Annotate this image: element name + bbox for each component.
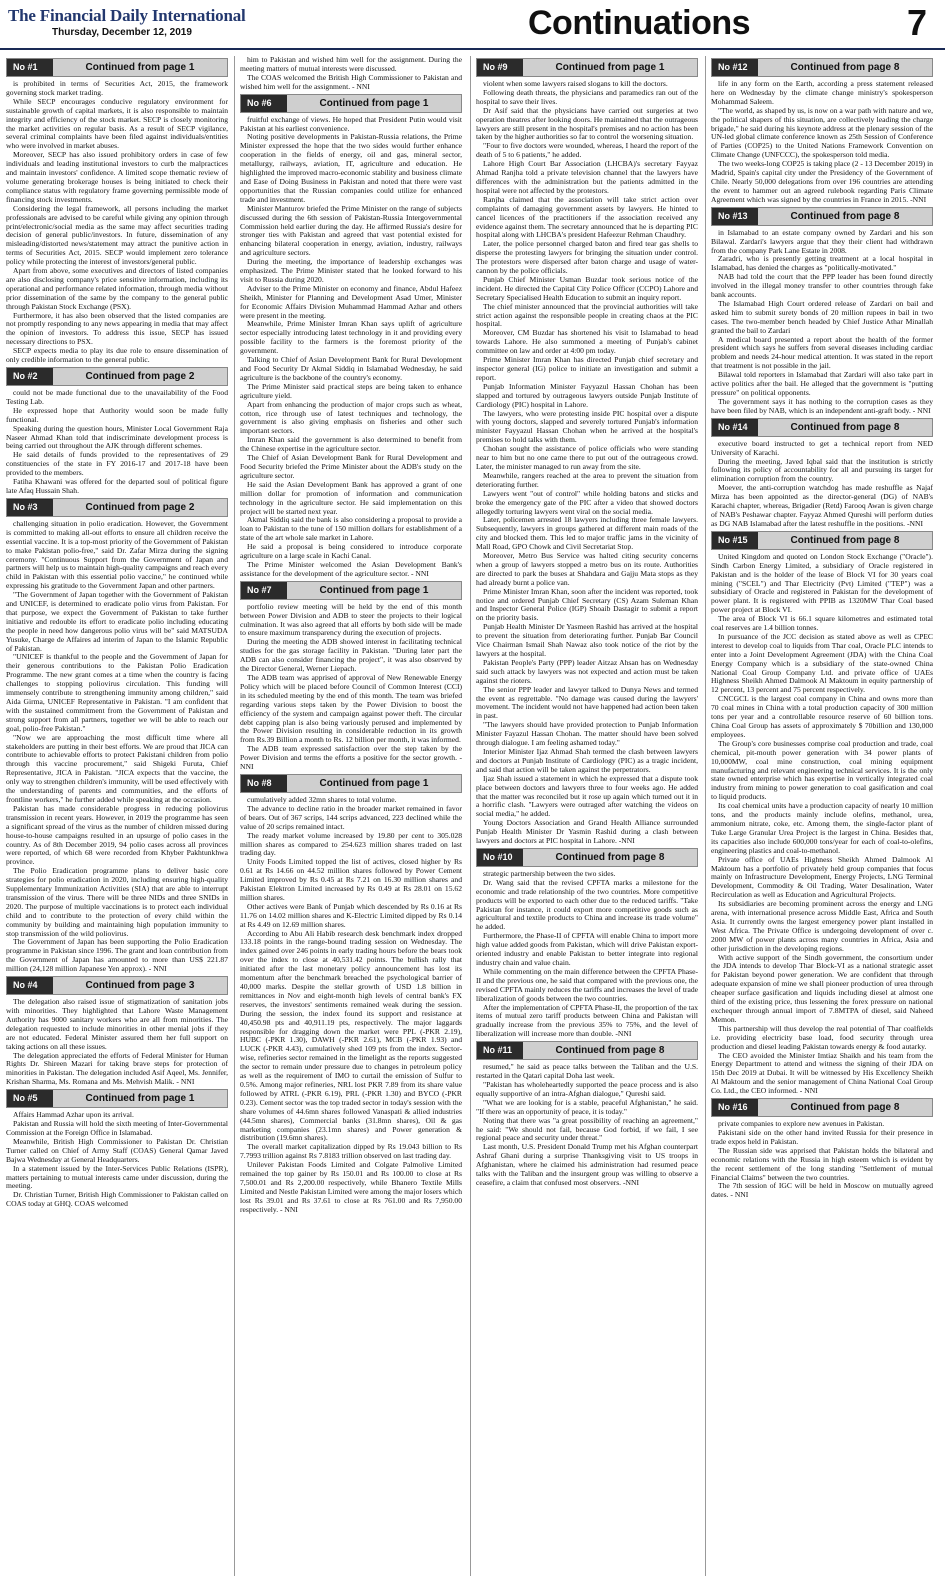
story-paragraph: Later, the police personnel charged baton and fired tear gas shells to disperse the protesting lawyers for bringing the situation under control. The protestors were dispersed after baton charge and usage of water-cannon by the police officials. [476,239,698,276]
column-3 [476,56,698,1578]
story-paragraph: strategic partnership between the two sides. [483,868,616,878]
masthead [0,0,945,50]
story-paragraph: could not be made functional due to the unavailability of the Food Testing Lab. [6,388,228,406]
story-paragraph: Affairs Hammad Azhar upon its arrival. [13,1110,134,1120]
page-number: 7 [906,2,927,43]
story-continuation-label: Continued from page 1 [319,97,429,109]
story-paragraph: Unilever Pakistan Foods Limited and Colgate Palmolive Limited remained the top gainer by Rs 150.01 and Rs 100.00 to close at Rs 7,500.01 and Rs 2,200.00 respectively, while Bhanero Textile Mills Limited and Nestle Pakistan Limited were among the major losers which lost Rs 39.01 and Rs 37.61 to close at Rs 761.00 and Rs 7,950.00 respectively. - NNI [240,1160,462,1214]
story-paragraph: is prohibited in terms of Securities Act, 2015, the framework governing stock market trading. [6,79,228,97]
story-paragraph: in Islamabad to an estate company owned by Zardari and his son Bilawal. Zardari's lawyers argue that they their client had withdrawn from the company Park Lane Estate in 2008. [711,227,933,255]
story-number-tag: No #5 [7,1090,53,1107]
story-paragraph: Pakistan and Russia will hold the sixth meeting of Inter-Governmental Commission at the Foreign Office in Islamabad. [6,1119,228,1137]
story-paragraph: The Government of Japan has been supporting the Polio Eradication programme in Pakistan since 1996. The grant and loan contribution from the Government of Japan has amounted to more than US$ 221.87 million (24,128 million Japanese Yen approx). - NNI [6,937,228,974]
story-paragraph: The area of Block VI is 66.1 square kilometres and estimated total coal reserves are 1.4 billion tonnes. [711,614,933,633]
story-paragraph: Minister Manturov briefed the Prime Minister on the range of subjects discussed during the 6th session of Pakistan-Russia Intergovernmental Commission held earlier during the day. He affirmed Russia's desire for stronger ties with Pakistan and agreed that vast potential existed for enhancing bilateral cooperation in energy, aviation, industry, railways and agriculture sectors. [240,203,462,258]
story [6,367,228,496]
column-rule [705,56,706,1576]
story-header [476,58,698,77]
story-paragraph: The Group's core businesses comprise coal production and trade, coal chemical, pit-mouth power generation with 34 power plants of 10,000MW, coal mine construction, coal mining equipment manufacturing and relevant engineering technical services. It is the only state owned enterprise which has expertise in vertically integrated coal industry from mining to power generation to coal gasification and coal to liquid products. [711,738,933,802]
story-paragraph: SECP expects media to play its due role to ensure dissemination of only credible information to the general public. [6,346,228,365]
story-paragraph: The CEO avoided the Minister Imtiaz Shaikh and his team from the Energy Department to attend and witness the signing of their JDA on 15th Dec 2019 at Dubai. It will be witnessed by His Excellency Sheikh Al Maktoum and the senior management of China National Coal Group Co. Ltd., the CEO informed. - NNI [711,1050,933,1096]
story-paragraph: violent when some lawyers raised slogans to kill the doctors. [483,79,668,88]
story-paragraph: portfolio review meeting will be held by the end of this month between Power Division and ADB to steer the projects to their logical culmination. It was also agreed that all efforts by both side will be made to ensure maximum transparency during the execution of projects. [240,601,462,638]
story-paragraph: Moreover, Metro Bus Service was halted citing security concerns when a group of lawyers stopped a metro bus on its route. Authorities are directed to park the buses at Shahdara and Gajju Mata stops as they had already burnt a police van. [476,551,698,587]
story-continuation-label: Continued from page 8 [555,851,665,863]
story-paragraph: He said a proposal is being considered to introduce corporate agriculture on a large scale in Kachi Canal. [240,542,462,561]
story-paragraph: Meanwhile, British High Commissioner to Pakistan Dr. Christian Turner called on Chief of Army Staff (COAS) General Qamar Javed Bajwa Wednesday at General Headquarters. [6,1136,228,1164]
story-paragraph: "The world, as shaped by us, is now on a war path with nature and we, the political shapers of this situation, are collectively leading the charge brigade," he said during his keynote address at the plenary session of the UN-led global climate conference known as 25th Session of Conference of Parties (COP25) to the United Nations Framework Convention on Climate Change (UNFCCC), the spokesperson told media. [711,105,933,160]
story-paragraph: During the meeting, the importance of leadership exchanges was emphasized. The Prime Minister stated that he looked forward to his visit to Russia during 2020. [240,257,462,284]
story-paragraph: The ready market volume increased by 19.80 per cent to 305.028 million shares as compared to 254.623 million shares traded on last trading day. [240,830,462,858]
story-header [711,207,933,226]
story-paragraph: Talking to Chief of Asian Development Bank for Rural Development and Food Security Dr Akmal Siddiq in Islamabad Wednesday, he said agriculture is the backbone of the country's economy. [240,355,462,382]
story-paragraph: Dr Asif said that the physicians have carried out surgeries at two operation theatres after looking doors. He maintained that the outrageous lawyers are still present in the hospital's premises and no action has been taken by the higher authorities so far to control the worsening situation. [476,105,698,142]
story-continuation-label: Continued from page 1 [555,62,665,73]
story-paragraph: The overall market capitalization dipped by Rs 19.043 billion to Rs 7.7993 trillion against Rs 7.8183 trillion observed on last trading day. [240,1142,462,1161]
story-paragraph: Apart from above, some executives and directors of listed companies are also disclosing company's price sensitive information, including its operational and performance related information, through media without prior dissemination of the same by the company to the general public through Pakistan Stock Exchange (PSX). [6,266,228,311]
story-number-tag: No #7 [241,582,287,599]
story-paragraph: Moreover, CM Buzdar has shortened his visit to Islamabad to head towards Lahore. He also summoned a meeting of Punjab's cabinet committee on law and order at 4:00 pm today. [476,328,698,356]
story [240,774,462,1215]
story-header [476,1041,698,1060]
story-continuation-label: Continued from page 1 [319,777,429,789]
story-header [711,418,933,437]
story [476,848,698,1039]
story-header [476,848,698,867]
story-paragraph: Lawyers went "out of control" while holding batons and sticks and broke the emergency gate of the PIC after a video that showed doctors allegedly torturing lawyers went viral on the social media. [476,488,698,516]
story-paragraph: "The Government of Japan together with the Government of Pakistan and UNICEF, is determined to eradicate polio virus from Pakistan. For that purpose, we expect the Government of Pakistan to take further initiative and redouble its effort to eradicate polio including educating the people in need how dangerous polio virus will be" said MATSUDA Yusuke, Charge de Affaires ad interim of Japan to the Islamic Republic of Pakistan. [6,590,228,653]
story-paragraph: After the implementation of CPFTA Phase-II, the proportion of the tax items of mutual zero tariff products between China and Pakistan will gradually increase from the previous 35% to 75%, and the level of liberalization will increase more than double. -NNI [476,1002,698,1039]
story-paragraph: The ADB team was apprised of approval of New Renewable Energy Policy which will be placed before Council of Common Interest (CCI) in its scheduled meeting by the end of this month. The team was briefed regarding various steps taken by the Power Division to boost the efficiency of the system and campaign against power theft. The circular debt capping plan is also being variously perused and implemented by the Power Division resulting in considerable reduction in its growth from Rs.39 Billion a month to Rs. 12 billion per month, it was informed. [240,673,462,745]
story-continuation-label: Continued from page 1 [319,584,429,596]
story-header [6,1089,228,1108]
story-number-tag: No #2 [7,368,53,385]
story-paragraph: While SECP encourages conducive regulatory environment for sustainable growth of capital markets, it is also responsible to maintain integrity and efficiency of the stock market. SECP is closely monitoring the market activities on regular basis. As a result of SECP vigilance, several criminal complaints have been filed against individuals/entities who were involved in market abuses. [6,96,228,151]
column-4 [711,56,933,1578]
story-paragraph: Punjab Health Minister Dr Yasmeen Rashid has arrived at the hospital to prevent the situation from deteriorating further. Punjab Bar Council Vice Chairman Ismail Shah Nawaz also took notice of the riot by the lawyers at the hospital. [476,622,698,658]
story-header [6,367,228,386]
story-paragraph: Ijaz Shah issued a statement in which he expressed that a dispute took place between doctors and lawyers three to four weeks ago. He added that the matter was reconciled but it rose up again which turned out it in a horrific clash. "Lawyers were outraged after watching the videos on social media," he added. [476,773,698,819]
story-header [240,581,462,600]
story-paragraph: Interior Minister Ijaz Ahmad Shah termed the clash between lawyers and doctors at Punjab Institute of Cardiology (PIC) as a tragic incident, and said that action will be taken against the perpetrators. [476,746,698,774]
story-paragraph: Dr. Christian Turner, British High Commissioner to Pakistan called on COAS today at GHQ. COAS welcomed [6,1190,228,1209]
story-header [711,58,933,77]
story-paragraph: "What we are looking for is a stable, peaceful Afghanistan," he said. "If there was an opportunity of peace, it is today." [476,1097,698,1116]
story-continuation-label: Continued from page 2 [85,501,195,513]
story-paragraph: private companies to explore new avenues in Pakistan. [718,1119,885,1129]
story-paragraph: Meanwhile, Prime Minister Imran Khan says uplift of agriculture sector especially introducing latest technology in it and providing every possible facility to the farmers is the foremost priority of the government. [240,319,462,356]
story-paragraph: Fatiha Khawani was offered for the departed soul of political figure late Afaq Hussain Shah. [6,477,228,495]
story-paragraph: executive board instructed to get a technical report from NED University of Karachi. [711,438,933,457]
story-continuation-label: Continued from page 8 [790,421,900,433]
story-paragraph: Last month, U.S. President Donald Trump met his Afghan counterpart Ashraf Ghani during a surprise Thanksgiving visit to US troops in Afghanistan, where he claimed his administration had resumed peace talks with the Taliban and the insurgent group was willing to observe a ceasefire, a claim that confused most observers. -NNI [476,1142,698,1187]
story-header [240,774,462,793]
story-number-tag: No #3 [7,499,53,516]
story-continuation-label: Continued from page 2 [85,371,195,382]
story-paragraph: Imran Khan said the government is also determined to benefit from the Chinese expertise in the agriculture sector. [240,435,462,454]
story-paragraph: Adviser to the Prime Minister on economy and finance, Abdul Hafeez Sheikh, Minister for Planning and Development Asad Umer, Minister for Economic Affairs Division Muhammad Hammad Azhar and others were present in the meeting. [240,283,462,320]
story-paragraph: With active support of the Sindh government, the consortium under the JDA intends to develop Thar Block-VI as a national strategic asset for Pakistan beyond power generation. We are confident that through adequate expansion of mine we shall pioneer production of urea through cheaper surface gasification and liquids including diesel at almost one third of the existing price, thus lessening the forex pressure on national exchequer through annual import of 7.8MTPA of diesel, said Naheed Memon. [711,952,933,1024]
story-paragraph: Other actives were Bank of Punjab which descended by Rs 0.16 at Rs 11.76 on 14.02 million shares and K-Electric Limited dipped by Rs 0.14 at Rs 4.49 on 12.69 million shares. [240,901,462,929]
story-paragraph: The 7th session of IGC will be held in Moscow on mutually agreed dates. - NNI [711,1181,933,1200]
story-paragraph: Furthermore, it has also been observed that the listed companies are not promptly responding to any news appearing in media that may affect the opinion of investors. To address this issue, SECP has issued necessary directions to PSX. [6,310,228,347]
story-paragraph: him to Pakistan and wished him well for the assignment. During the meeting matters of mutual interests were discussed. [240,56,462,73]
story [711,418,933,529]
story [240,581,462,772]
story-paragraph: NAB had told the court that the PPP leader has been found directly involved in the illegal money transfer to other countries through fake bank accounts. [711,272,933,300]
story-paragraph: Zaradri, who is presently getting treatment at a local hospital in Islamabad, has denied the charges as "politically-motivated." [711,254,933,273]
story-paragraph: Ranjha claimed that the association will take strict action over complaints of damaging government assets by lawyers. He hinted to cancel licences of the practitioners if the association received any evidence against them. The secretary announced that he is departing PIC hospital along with LHCBA's president Hafeezur Rehman Chaudhry. [476,194,698,240]
column-rule [470,56,471,1576]
story-paragraph: The senior PPP leader and lawyer talked to Dunya News and termed the event as regrettable. "No damage was caused during the lawyers' movement. The incident would not have happened had action been taken in past. [476,684,698,721]
story [6,976,228,1087]
story-paragraph: The Polio Eradication programme plans to deliver basic core strategies for polio eradication in 2020, including ensuring high-quality Supplementary Immunization Activities (SIA) that are able to interrupt transmission of the virus. There will be three NIDs and three SNIDs in 2020. The purpose of multiple vaccinations is to protect each individual child and to contribute to the protection of every child within the community by building and maintaining high population immunity to stop transmission of the wild poliovirus. [6,866,228,938]
story-paragraph: The Russian side was apprised that Pakistan holds the bilateral and economic relations with the Russia in high esteem which is evident by the recent settlement of the long standing "Settlement of mutual Financial Claims" between the two countries. [711,1145,933,1182]
story [711,531,933,1096]
story-paragraph: The Prime Minister said practical steps are being taken to enhance agriculture yield. [240,381,462,400]
story-continuation-label: Continued from page 1 [85,62,195,73]
story [240,94,462,579]
story-paragraph: Lahore High Court Bar Association (LHCBA)'s secretary Fayyaz Ahmad Ranjha told a private television channel that the lawyers have differences with the administration but the patients admitted in the hospital were not affected by the protestors. [476,159,698,195]
story [6,498,228,974]
story-number-tag: No #11 [477,1042,523,1059]
story-continuation-label: Continued from page 8 [790,534,900,546]
story-paragraph: In a statement issued by the Inter-Services Public Relations (ISPR), matters pertaining to mutual interests came under discussion, during the meeting. [6,1163,228,1191]
story-continuation-label: Continued from page 8 [555,1045,665,1057]
story-paragraph: Punjab Information Minister Fayyazul Hassan Chohan has been slapped and tortured by outrageous lawyers outside Punjab Institute of Cardiology (PIC) hospital in Lahore. [476,381,698,409]
story-paragraph: Dr. Wang said that the revised CPFTA marks a milestone for the economic and trade relationship of the two countries. More competitive products will be exported to each other due to the reduced tariffs. "Take Pakistan for instance, it could export more competitive goods such as agricultural and textile products to China and increase its trade volume" he added. [476,877,698,932]
story [240,56,462,92]
story-number-tag: No #4 [7,977,53,994]
story [6,1089,228,1209]
story-number-tag: No #14 [712,419,758,436]
story-paragraph: Akmal Siddiq said the bank is also considering a proposal to provide a loan to Pakistan to the tune of 150 million dollars for establishment of a state of the art whole sale market in Lahore. [240,515,462,543]
story-paragraph: Unity Foods Limited topped the list of actives, closed higher by Rs 0.61 at Rs 14.66 on 44.52 million shares followed by Power Cement Limited improved by Rs 0.45 at Rs 7.21 on 16.30 million shares and Pakistan Elektron Limited increased by Rs 0.49 at Rs 28.01 on 15.62 million shares. [240,857,462,902]
story-paragraph: The ADB team expressed satisfaction over the step taken by the Power Division and terms the efforts a positive for the sector growth. - NNI [240,744,462,772]
story-paragraph: Its coal chemical units have a production capacity of nearly 10 million tons, and the products mainly include olefins, methanol, urea, ammonium nitrate, coke, etc. Among them, the single-factor plant of Tuke Large Granular Urea Project is the largest in China. Besides that, its capacities also include 600,000 tons/year for each of coal-to-olefins, engineering plastics and coal-to-methanol. [711,801,933,855]
story-paragraph: This partnership will thus develop the real potential of Thar coalfields i.e. providing electricity base load, food security through urea production and diesel leading Pakistan towards energy & food autarky. [711,1023,933,1051]
story-header [6,976,228,995]
story-paragraph: Its subsidiaries are becoming prominent across the energy and LNG arena, with international presence across Middle East, Africa and South Asia. It currently owns the largest emergency power plant installed in West Africa. The Private Office is undergoing development of over c. 2000 MW of power plants across many countries in Africa, Asia and other jurisdiction in the developing regions. [711,899,933,953]
story-paragraph: United Kingdom and quoted on London Stock Exchange ("Oracle"). Sindh Carbon Energy Limited, a subsidiary of Oracle registered in Pakistan and is the holder of the lease of Block VI for 30 years coal mining ("SCEL") and Thar Electricity (Pvt) Limited ("TEP") was a subsidiary of Oracle and registered in Pakistan for the development of power plant. It is registered with PPIB as 1320MW Thar Coal based power project at Block VI. [711,551,933,615]
story-continuation-label: Continued from page 8 [790,1102,900,1114]
story-paragraph: He said details of funds provided to the representatives of 29 constituencies of the state in FY 2016-17 and 2017-18 have been provided to the members. [6,450,228,478]
story-paragraph: Chohan sought the assistance of police officials who were standing near to him but no one came there to put out of the outrageous crowd. Later, the minister managed to run away from the site. [476,444,698,471]
story [711,58,933,205]
story-paragraph: Private office of UAEs Highness Sheikh Ahmed Dalmook Al Maktoum has a portfolio of privately held group companies that focus mainly on Infrastructure Development, Energy Projects, LNG Terminal Development, Commodity & Oil Trading, Water Desalination, Water Recirculation as well as Education and Agricultural Projects. [711,854,933,900]
story-number-tag: No #13 [712,208,758,225]
story-paragraph: Moreover, SECP has also issued prohibitory orders in case of few individuals and leading institutional investors to curb the malpractices and maintain investors' confidence. A limited scope thematic review of volume generating brokerage houses is being initiated to check their compliance status with regulatory frame governing permissible mode of financing stock investments. [6,150,228,204]
story [6,58,228,365]
issue-date: Thursday, December 12, 2019 [52,27,192,38]
story-paragraph: According to Abu Ali Habib research desk benchmark index dropped 133.18 points in the range-bound trading session on Wednesday. The index gained over 246 points in early trading hours before the bears took over the index to close at 40,531.42 points. The bullish rally that initiated after the last monetary policy announcement has lost its momentum after the benchmark breached the psychological barrier of 40,000 marks. Despite the stellar growth of USD 1.8 billion in remittances in Nov and eight-month high levels of central bank's FX reserves, the investors' sentiments remained weak during the session. During the session, the index found its support and resistance at 40,450.98 pts and 40,911.19 pts, respectively. The major laggards responsible for dragging down the market were PPL (-PKR 2.19), HUBC (-PKR 1.30), DAWH (-PKR 2.61), MCB (-PKR 1.93) and LUCK (-PKR 4.43), cumulatively shed 109 pts from the index. Sector-wise, refineries sector remained in the limelight as the reports suggested the sector to remain under pressure due to changes in petroleum policy as well as the requirement of IMO to curtail the emission of Sulfur to 0.5%. Among major refineries, NRL lost PKR 7.89 from its share value followed by ATRL (-PKR 6.19), PRL (-PKR 1.30) and BYCO (-PKR 0.23). Cement sector was the top traded sector in today's session with the share volumes of 44.6mn shares followed Vanaspati & allied industries (44.5mn shares), Commercial banks (31.8mn shares), Oil & gas marketing companies (23.1mn shares) and Power generation & distribution (19.6mn shares). [240,928,462,1143]
story-paragraph: The two weeks-long COP25 is taking place (2 - 13 December 2019) in Madrid, Spain's capital city under the Presidency of the Government of Chile. Nearly 50,000 delegations from over 196 countries are attending the event to hammer out an agreed rulebook regarding Paris Climate Agreement which was signed by the countries in France in 2015. -NNI [711,159,933,204]
story-paragraph: Noting positive developments in Pakistan-Russia relations, the Prime Minister expressed the hope that the two sides would further enhance cooperation in the fields of energy, oil and gas, mineral sector, metallurgy, railways, aviation, IT, agriculture and education. He highlighted the improved macro-economic stability and business climate and Ease of Doing Business in Pakistan and noted that there were vast opportunities that the Russian companies could utilize for enhanced trade and investment. [240,132,462,204]
story-header [6,58,228,77]
story-paragraph: The advance to decline ratio in the broader market remained in favor of bears. Out of 367 scrips, 144 scrips advanced, 223 declined while the value of 20 scrips remained intact. [240,803,462,831]
story-continuation-label: Continued from page 8 [790,62,900,73]
story-paragraph: The government says it has nothing to the corruption cases as they have been filed by NAB, which is an independent anti-graft body. - NNI [711,396,933,415]
story-paragraph: While commenting on the main difference between the CPFTA Phase-II and the previous one, he said that compared with the previous one, the revised CPFTA mainly reduces the tariffs and increases the level of trade liberalization of goods between the two countries. [476,966,698,1003]
story-paragraph: Young Doctors Association and Grand Health Alliance surrounded Punjab Health Minister Dr Yasmin Rashid during a clash between lawyers and doctors at PIC hospital in Lahore. -NNI [476,818,698,846]
newspaper-name: The Financial Daily International [8,6,246,25]
story-paragraph: "Pakistan has wholeheartedly supported the peace process and is also equally supportive of an intra-Afghan dialogue," Qureshi said. [476,1079,698,1098]
story-paragraph: "The lawyers should have provided protection to Punjab Information Minister Fayazul Hassan Chohan. The matter should have been solved through dialogue. I am feeling ashamed today." [476,720,698,748]
story-paragraph: He said the Asian Development Bank has approved a grant of one million dollar for promotion of information and communication technology in the agriculture sector. He said implementation on this project will be started next year. [240,479,462,516]
story-paragraph: The Chief of Asian Development Bank for Rural Development and Food Security briefed the Prime Minister about the ADB's study on the agriculture sector. [240,453,462,480]
story-paragraph: Prime Minister Imran Khan, soon after the incident was reported, took notice and ordered Punjab Chief Secretary (CS) Azam Suleman Khan and Inspector General Police (IGP) Shoaib Dastagir to submit a report on the priority basis. [476,586,698,623]
story-paragraph: "UNICEF is thankful to the people and the Government of Japan for their generous contributions to the Pakistan Polio Eradication Programme. The new grant comes at a time when the country is facing challenges to stopping poliovirus circulation. This funding will immensely contribute to strengthening immunity among children," said Aida Girma, UNICEF Representative in Pakistan. "I am confident that with the sustained commitment from the Government of Pakistan and strong support from all partners, together we will be able to reach our goal, polio-free Pakistan." [6,652,228,733]
story-paragraph: Following death threats, the physicians and paramedics ran out of the hospital to save their lives. [476,87,698,106]
story-paragraph: challenging situation in polio eradication. However, the Government is committed to making all-out efforts to ensure all children receive the essential vaccine. It is a top-most priority of the Government of Pakistan to make Pakistan polio-free," said Dr. Zafar Mirza during the signing ceremony. "Continuous Support from the Government of Japan and partners will help us to maintain high-quality campaigns and reach every child in Pakistan with this essential polio vaccine," he continued while expressing his gratitude to the Government Japan and other partners. [6,518,228,591]
story-paragraph: Pakistan has made considerable progress in reducing poliovirus transmission in recent years. However, in 2019 the programme has seen a significant spread of the virus as the number of children missed during house-to-house campaigns resulted in an upsurge of polio cases in the country. As of 8th December 2019, 94 polio cases across all provinces were reported, of which 68 were recorded from Khyber Pakhtunkhwa province. [6,803,228,867]
story-paragraph: The Islamabad High Court ordered release of Zardari on bail and asked him to submit surety bonds of 20 million rupees in bail in two cases. The two-member bench headed by Chief Justice Athar Minallah granted the bail to Zardari [711,298,933,335]
story-header [240,94,462,113]
story-paragraph: "Now we are approaching the most difficult time where all stakeholders are putting in their best efforts. We are proud that JICA can contribute to achievable efforts to protect Pakistani children from polio through this vaccine procurement," said Shigeki Furuta, Chief Representative, JICA in Pakistan. "JICA expects that the vaccine, the only way to strengthen children's immunity, will be used effectively with the understanding of parents and communities, and the efforts of frontline workers," he further added while speaking at the occasion. [6,732,228,804]
story-paragraph: Prime Minister Imran Khan has directed Punjab chief secretary and inspector general (IG) police to initiate an investigation and submit a report. [476,355,698,382]
story-paragraph: Apart from enhancing the production of major crops such as wheat, cotton, rice through use of latest techniques and technology, the government is also giving emphasis on fisheries and other such important sectors. [240,399,462,436]
story-continuation-label: Continued from page 1 [85,1093,195,1105]
story-paragraph: Considering the legal framework, all persons including the market professionals are advised to be careful while giving any opinion through print/electronic/social media as the same may affect securities trading decision of general public/investors. In future, dissemination of any misleading/distorted news/statement may attract the punitive action in terms of Securities Act, 2015. SECP would implement zero tolerance policy while protecting the interest of investors/general public. [6,203,228,267]
story-paragraph: The lawyers, who were protesting inside PIC hospital over a dispute with young doctors, slapped and severely tortured Punjab's information minister Fayyazul Hassan Chohan when he arrived at the hospital's premises to hold talks with them. [476,408,698,445]
story-header [711,1098,933,1117]
story-paragraph: The delegation also raised issue of stigmatization of sanitation jobs with minorities. They highlighted that Lahore Waste Management Authority has 9000 sanitary workers who are all from minorities. The delegation requested to include minorities in other menial jobs if they are not educated. Federal Minister assured them her full support on taking actions on all these issues. [6,997,228,1051]
story-paragraph: Punjab Chief Minister Usman Buzdar took serious notice of the incident. He directed the Capital City Police Officer (CCPO) Lahore and Secretary Specialised Health Education to submit an inquiry report. [476,274,698,302]
story [711,207,933,416]
story-paragraph: life in any form on the Earth, according a press statement released here on Wednesday by the climate change ministry's spokesperson Mohammad Saleem. [711,79,933,106]
story-number-tag: No #15 [712,532,758,549]
story-paragraph: During the meeting the ADB showed interest in facilitating technical studies for the gas storage facility in Pakistan. "During later part the ADB can also consider financing the project", it was also observed by the Director General, Werner Liepach. [240,637,462,674]
story-paragraph: Pakistan People's Party (PPP) leader Aitzaz Ahsan has on Wednesday said such attack by lawyers was not expected and action must be taken against the rioters. [476,657,698,685]
story-number-tag: No #16 [712,1099,758,1116]
story-paragraph: Speaking during the question hours, Minister Local Government Raja Naseer Ahmad Khan told that indiscriminate development process is being carried out throughout the AJK through different schemes. [6,423,228,451]
story-number-tag: No #1 [7,59,53,76]
story-paragraph: Meanwhile, rangers reached at the area to prevent the situation from deteriorating further. [476,470,698,489]
story-paragraph: "Four to five doctors were wounded, whereas, I heard the report of the death of 5 to 6 patients," he added. [476,141,698,160]
story-paragraph: The COAS welcomed the British High Commissioner to Pakistan and wished him well for the assignment. - NNI [240,72,462,91]
story-paragraph: resumed," he said as peace talks between the Taliban and the U.S. restarted in the Qatari capital Doha last week. [476,1062,698,1081]
story-paragraph: In pursuance of the JCC decision as stated above as well as CPEC interest to develop coal to liquids from Thar coal, Oracle PLC intends to enter into a Joint Development Agreement (JDA) with the China Coal Energy Company which is a subsidiary of the state-owned China National Coal Group Company Ltd. and private office of UAEs Highness Sheikh Ahmed Dalmook Al Maktoum in equity partnership of 12 percent, 13 percent and 75 percent respectively. [711,631,933,695]
column-rule [234,56,235,1576]
story-paragraph: The Prime Minister welcomed the Asian Development Bank's assistance for the development of the agriculture sector. - NNI [240,559,462,578]
column-1 [6,56,228,1578]
story-paragraph: The chief minister announced that the provincial authorities will take strict action against the responsible people in creating chaos at the PIC hospital. [476,301,698,329]
story-paragraph: Furthermore, the Phase-II of CPFTA will enable China to import more high value added goods from Pakistan, which will drive Pakistan export-oriented industry and enable Pakistan to better integrate into regional industry chain and value chain. [476,931,698,967]
story-paragraph: Noting that there was "a great possibility of reaching an agreement," he said: "We should not fail, because God forbid, if we fail, I see regional peace and security under threat." [476,1115,698,1143]
section-title: Continuations [528,4,751,42]
story-paragraph: cumulatively added 32mn shares to total volume. [247,794,397,804]
story-number-tag: No #6 [241,95,287,112]
story-paragraph: CNCGCL is the largest coal company in China and owns more than 70 coal mines in China with a total production capacity of 300 million tons per year and a controllable resource reserve of 60 billion tons. China Coal Group has assets of approximately $ 70billion and 130,000 employees. [711,694,933,739]
story-paragraph: Later, policemen arrested 18 lawyers including three female lawyers. Subsequently, lawyers in groups gathered at different main roads of the city and blocked them. This led to major traffic jams in the vicinity of Mall Road, GPO Chowk and Civil Secretariat Stop. [476,515,698,552]
story-number-tag: No #9 [477,59,523,76]
story-number-tag: No #8 [241,775,287,792]
story-continuation-label: Continued from page 3 [85,980,195,992]
story-paragraph: Bilawal told reporters in Islamabad that Zardari will also take part in active politics after the bail. He alleged that the government is "putting pressure" on political opponents. [711,370,933,397]
story [711,1098,933,1200]
story-paragraph: A medical board presented a report about the health of the former president which says he suffers from several diseases including cardiac problem and needs 24-hour medical attention. It was stated in the report that treatment is not possible in the jail. [711,334,933,371]
story-paragraph: Pakistani side on the other hand invited Russia for their presence in trade expos held in Pakistan. [711,1127,933,1146]
story-continuation-label: Continued from page 8 [790,210,900,222]
story-paragraph: Moever, the anti-corruption watchdog has made reshuffle as Najaf Mirza has been appointed as the director-general (DG) of NAB's Karachi chapter, whereas, Brigadier (Retd) Farooq Awan is given charge of NAB's Peshawar chapter. Fayyaz Ahmed Qureshi will perform duties as DG NAB Islamabad after the latest reshuffle in the positions. -NNI [711,483,933,528]
story-number-tag: No #10 [477,849,523,866]
story [476,58,698,846]
column-2 [240,56,462,1578]
story-paragraph: The delegation appreciated the efforts of Federal Minister for Human Rights Dr. Shireen Mazari for taking brave steps for protection of minorities in Pakistan. The delegation included Asif Aqeel, Ms. Jennifer, Krishan Sharma, Ms. Romana and Ms. Mehvish Malik. - NNI [6,1050,228,1087]
story [476,1041,698,1188]
story-header [711,531,933,550]
story-paragraph: fruitful exchange of views. He hoped that President Putin would visit Pakistan at his earliest convenience. [240,114,462,133]
story-paragraph: During the meeting, Javed Iqbal said that the institution is strictly following its policy of accountability for all and pursuing its target for elimination corruption from the country. [711,456,933,484]
story-number-tag: No #12 [712,59,758,76]
story-header [6,498,228,517]
story-paragraph: He expressed hope that Authority would soon be made fully functional. [6,405,228,424]
